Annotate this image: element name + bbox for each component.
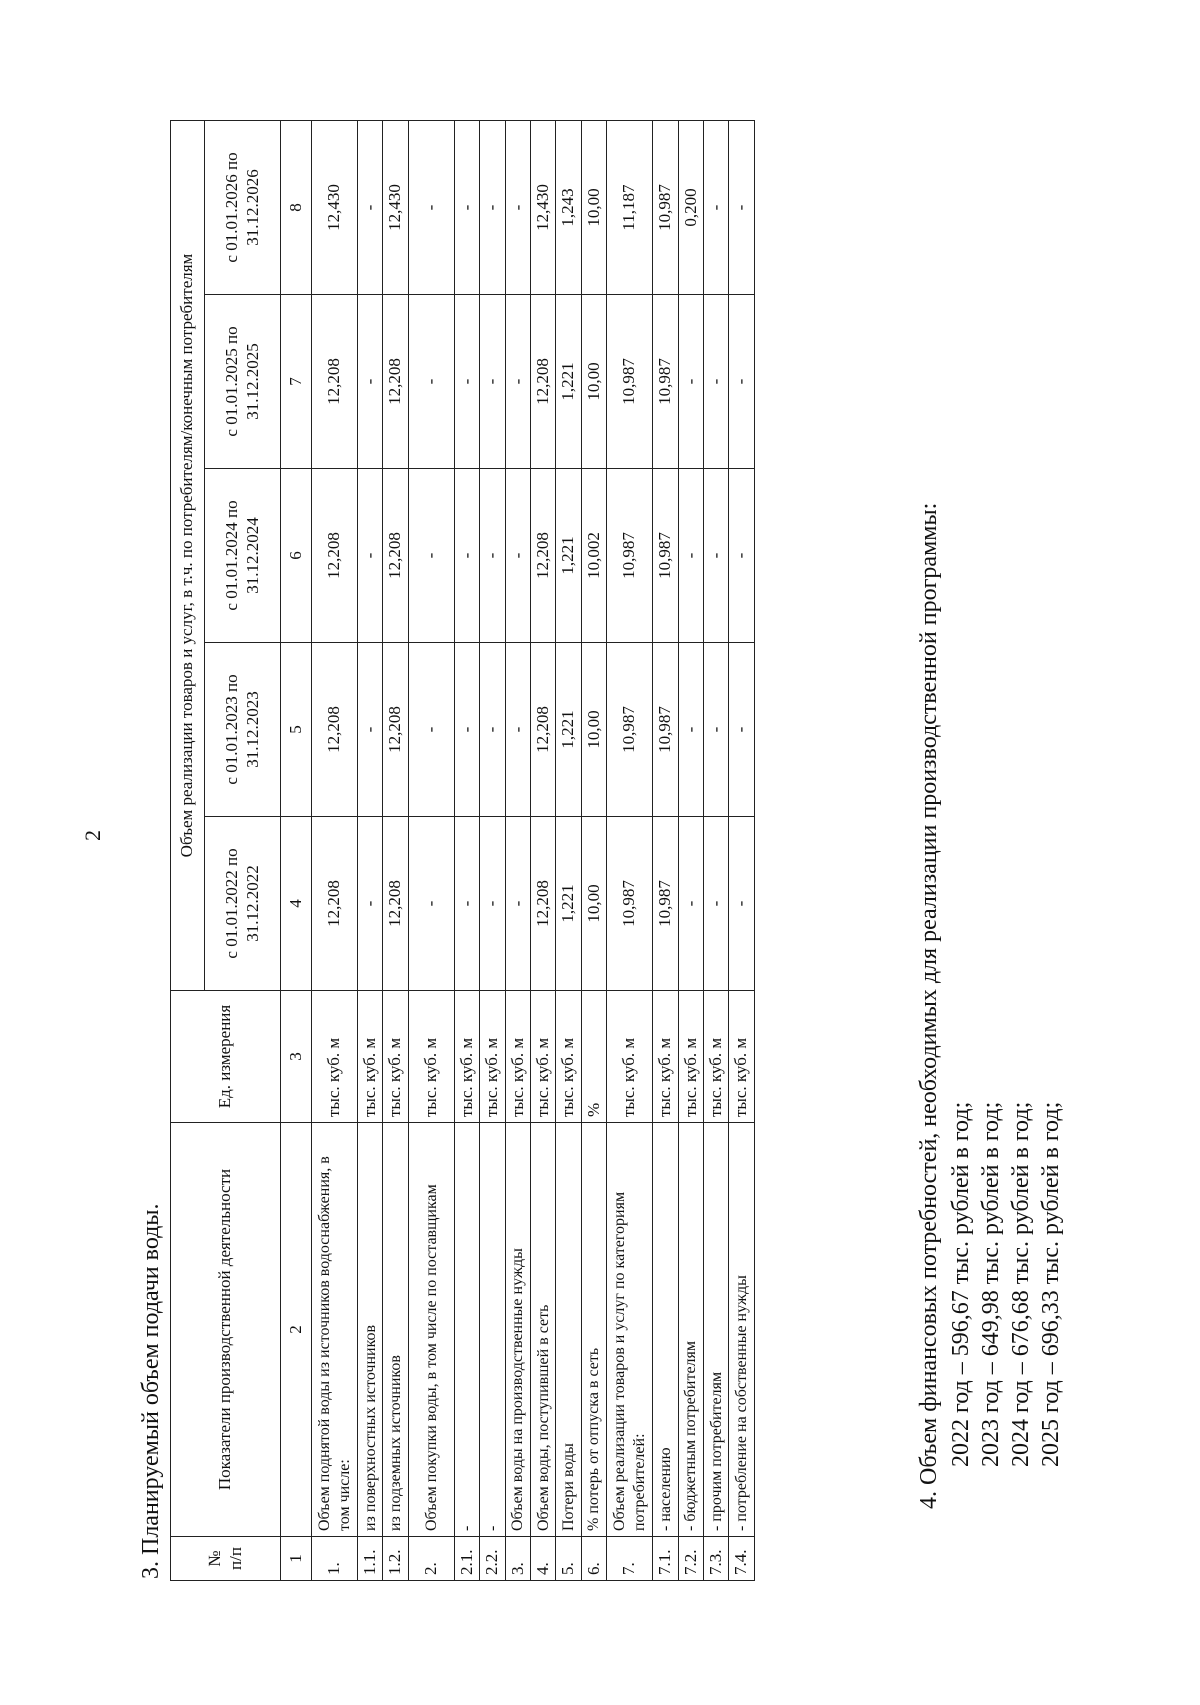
table-row xyxy=(581,121,606,1581)
row-value: 10,987 xyxy=(653,295,678,469)
row-number: 4. xyxy=(530,1537,555,1581)
row-value: - xyxy=(358,121,383,295)
row-value: - xyxy=(729,643,754,817)
row-value: 10,00 xyxy=(581,643,606,817)
row-value: 1,221 xyxy=(556,643,581,817)
row-value: 10,987 xyxy=(653,121,678,295)
header-unit: Ед. измерения xyxy=(171,991,281,1123)
row-value: 0,200 xyxy=(678,121,703,295)
row-indicator: - потребление на собственные нужды xyxy=(729,1123,754,1537)
row-value: - xyxy=(678,643,703,817)
row-value: - xyxy=(408,121,454,295)
row-number: 7.3. xyxy=(703,1537,728,1581)
row-value: - xyxy=(505,295,530,469)
row-value: 12,208 xyxy=(530,817,555,991)
row-value: 12,430 xyxy=(530,121,555,295)
financial-line-2023: 2023 год – 649,98 тыс. рублей в год; xyxy=(978,1101,1004,1467)
row-value: 10,987 xyxy=(653,469,678,643)
header-period-2026: с 01.01.2026 по 31.12.2026 xyxy=(205,121,281,295)
table-row xyxy=(653,121,678,1581)
row-unit: тыс. куб. м xyxy=(729,991,754,1123)
row-value: - xyxy=(454,121,479,295)
table-row xyxy=(383,121,408,1581)
row-value: 10,00 xyxy=(581,817,606,991)
financial-line-2024: 2024 год – 676,68 тыс. рублей в год; xyxy=(1008,1101,1034,1467)
row-value: 10,987 xyxy=(653,817,678,991)
row-number: 7.2. xyxy=(678,1537,703,1581)
row-value: 10,987 xyxy=(607,817,653,991)
header-no: № п/п xyxy=(171,1537,281,1581)
row-value: 10,00 xyxy=(581,121,606,295)
row-number: 1. xyxy=(312,1537,358,1581)
financial-line-2025: 2025 год – 696,33 тыс. рублей в год; xyxy=(1038,1101,1064,1467)
row-unit: тыс. куб. м xyxy=(505,991,530,1123)
row-value: - xyxy=(454,817,479,991)
row-value: 12,208 xyxy=(312,643,358,817)
row-value: - xyxy=(480,469,505,643)
row-unit: тыс. куб. м xyxy=(408,991,454,1123)
row-value: - xyxy=(729,295,754,469)
row-value: - xyxy=(454,469,479,643)
table-row xyxy=(556,121,581,1581)
row-value: 12,208 xyxy=(312,817,358,991)
row-value: - xyxy=(480,295,505,469)
row-number: 1.2. xyxy=(383,1537,408,1581)
column-number: 7 xyxy=(281,295,312,469)
column-number: 1 xyxy=(281,1537,312,1581)
row-value: - xyxy=(505,643,530,817)
row-value: - xyxy=(408,817,454,991)
section-3-title: 3. Планируемый объем подачи воды. xyxy=(138,1203,164,1579)
row-number: 1.1. xyxy=(358,1537,383,1581)
row-value: 10,987 xyxy=(607,295,653,469)
row-value: - xyxy=(480,643,505,817)
row-number: 5. xyxy=(556,1537,581,1581)
row-number: 2. xyxy=(408,1537,454,1581)
row-unit: тыс. куб. м xyxy=(607,991,653,1123)
row-unit: тыс. куб. м xyxy=(653,991,678,1123)
row-unit: тыс. куб. м xyxy=(358,991,383,1123)
row-value: - xyxy=(480,121,505,295)
row-value: 12,208 xyxy=(383,817,408,991)
row-number: 3. xyxy=(505,1537,530,1581)
row-value: 12,430 xyxy=(312,121,358,295)
row-indicator: Объем воды, поступившей в сеть xyxy=(530,1123,555,1537)
row-value: - xyxy=(408,469,454,643)
table-row xyxy=(703,121,728,1581)
header-period-2022: с 01.01.2022 по 31.12.2022 xyxy=(205,817,281,991)
row-number: 2.2. xyxy=(480,1537,505,1581)
table-row xyxy=(678,121,703,1581)
row-unit: тыс. куб. м xyxy=(480,991,505,1123)
row-unit: % xyxy=(581,991,606,1123)
row-value: - xyxy=(729,469,754,643)
row-unit: тыс. куб. м xyxy=(678,991,703,1123)
row-value: 10,987 xyxy=(653,643,678,817)
table-row xyxy=(358,121,383,1581)
row-value: - xyxy=(729,121,754,295)
row-value: 10,00 xyxy=(581,295,606,469)
row-indicator: из поверхностных источников xyxy=(358,1123,383,1537)
header-period-2025: с 01.01.2025 по 31.12.2025 xyxy=(205,295,281,469)
row-value: 12,208 xyxy=(383,295,408,469)
row-value: - xyxy=(480,817,505,991)
row-value: - xyxy=(505,469,530,643)
row-value: - xyxy=(729,817,754,991)
table-row xyxy=(454,121,479,1581)
column-number: 2 xyxy=(281,1123,312,1537)
row-value: - xyxy=(358,817,383,991)
row-number: 7.4. xyxy=(729,1537,754,1581)
table-row xyxy=(408,121,454,1581)
row-value: 12,208 xyxy=(383,469,408,643)
row-value: - xyxy=(358,469,383,643)
row-number: 6. xyxy=(581,1537,606,1581)
column-number: 4 xyxy=(281,817,312,991)
row-value: 12,208 xyxy=(530,643,555,817)
row-indicator: Потери воды xyxy=(556,1123,581,1537)
table-row xyxy=(480,121,505,1581)
row-value: 11,187 xyxy=(607,121,653,295)
row-indicator: Объем воды на производственные нужды xyxy=(505,1123,530,1537)
column-number: 6 xyxy=(281,469,312,643)
row-unit: тыс. куб. м xyxy=(312,991,358,1123)
row-value: 1,221 xyxy=(556,469,581,643)
row-value: 1,221 xyxy=(556,817,581,991)
header-indicator: Показатели производственной деятельности xyxy=(171,1123,281,1537)
row-value: - xyxy=(703,643,728,817)
row-value: - xyxy=(505,121,530,295)
row-value: 10,002 xyxy=(581,469,606,643)
row-value: 12,208 xyxy=(312,469,358,643)
row-value: 12,208 xyxy=(312,295,358,469)
row-value: - xyxy=(454,643,479,817)
row-unit: тыс. куб. м xyxy=(556,991,581,1123)
column-number: 5 xyxy=(281,643,312,817)
row-unit: тыс. куб. м xyxy=(703,991,728,1123)
header-period-2023: с 01.01.2023 по 31.12.2023 xyxy=(205,643,281,817)
row-indicator: - xyxy=(454,1123,479,1537)
row-number: 2.1. xyxy=(454,1537,479,1581)
row-indicator: - прочим потребителям xyxy=(703,1123,728,1537)
row-indicator: % потерь от отпуска в сеть xyxy=(581,1123,606,1537)
row-value: 1,243 xyxy=(556,121,581,295)
row-value: - xyxy=(408,295,454,469)
row-unit: тыс. куб. м xyxy=(454,991,479,1123)
row-value: - xyxy=(703,469,728,643)
column-number: 8 xyxy=(281,121,312,295)
header-sales-volume-group: Объем реализации товаров и услуг, в т.ч. по потребителям/конечным потребителям xyxy=(171,121,205,991)
financial-line-2022: 2022 год – 596,67 тыс. рублей в год; xyxy=(948,1101,974,1467)
row-indicator: - населению xyxy=(653,1123,678,1537)
row-indicator: - xyxy=(480,1123,505,1537)
section-4-title: 4. Объем финансовых потребностей, необходимых для реализации производственной программы: xyxy=(916,502,942,1509)
row-unit: тыс. куб. м xyxy=(530,991,555,1123)
row-value: 1,221 xyxy=(556,295,581,469)
row-value: - xyxy=(358,643,383,817)
row-value: - xyxy=(703,817,728,991)
row-value: - xyxy=(408,643,454,817)
row-indicator: из подземных источников xyxy=(383,1123,408,1537)
row-indicator: Объем реализации товаров и услуг по категориям потребителей: xyxy=(607,1123,653,1537)
row-number: 7. xyxy=(607,1537,653,1581)
row-value: - xyxy=(703,295,728,469)
row-indicator: Объем поднятой воды из источников водоснабжения, в том числе: xyxy=(312,1123,358,1537)
row-unit: тыс. куб. м xyxy=(383,991,408,1123)
row-value: 10,987 xyxy=(607,643,653,817)
row-value: 12,208 xyxy=(530,295,555,469)
table-row xyxy=(530,121,555,1581)
row-value: - xyxy=(678,469,703,643)
row-value: - xyxy=(678,295,703,469)
water-supply-table xyxy=(170,120,755,1581)
row-indicator: - бюджетным потребителям xyxy=(678,1123,703,1537)
row-value: - xyxy=(678,817,703,991)
column-number: 3 xyxy=(281,991,312,1123)
table-row xyxy=(607,121,653,1581)
row-indicator: Объем покупки воды, в том числе по поставщикам xyxy=(408,1123,454,1537)
row-value: 12,430 xyxy=(383,121,408,295)
row-value: 12,208 xyxy=(530,469,555,643)
table-row xyxy=(729,121,754,1581)
table-row xyxy=(505,121,530,1581)
row-value: - xyxy=(358,295,383,469)
row-value: - xyxy=(505,817,530,991)
row-number: 7.1. xyxy=(653,1537,678,1581)
row-value: - xyxy=(454,295,479,469)
header-period-2024: с 01.01.2024 по 31.12.2024 xyxy=(205,469,281,643)
row-value: 12,208 xyxy=(383,643,408,817)
column-number-row xyxy=(281,121,312,1581)
page-number: 2 xyxy=(80,830,105,841)
row-value: 10,987 xyxy=(607,469,653,643)
row-value: - xyxy=(703,121,728,295)
table-row xyxy=(312,121,358,1581)
